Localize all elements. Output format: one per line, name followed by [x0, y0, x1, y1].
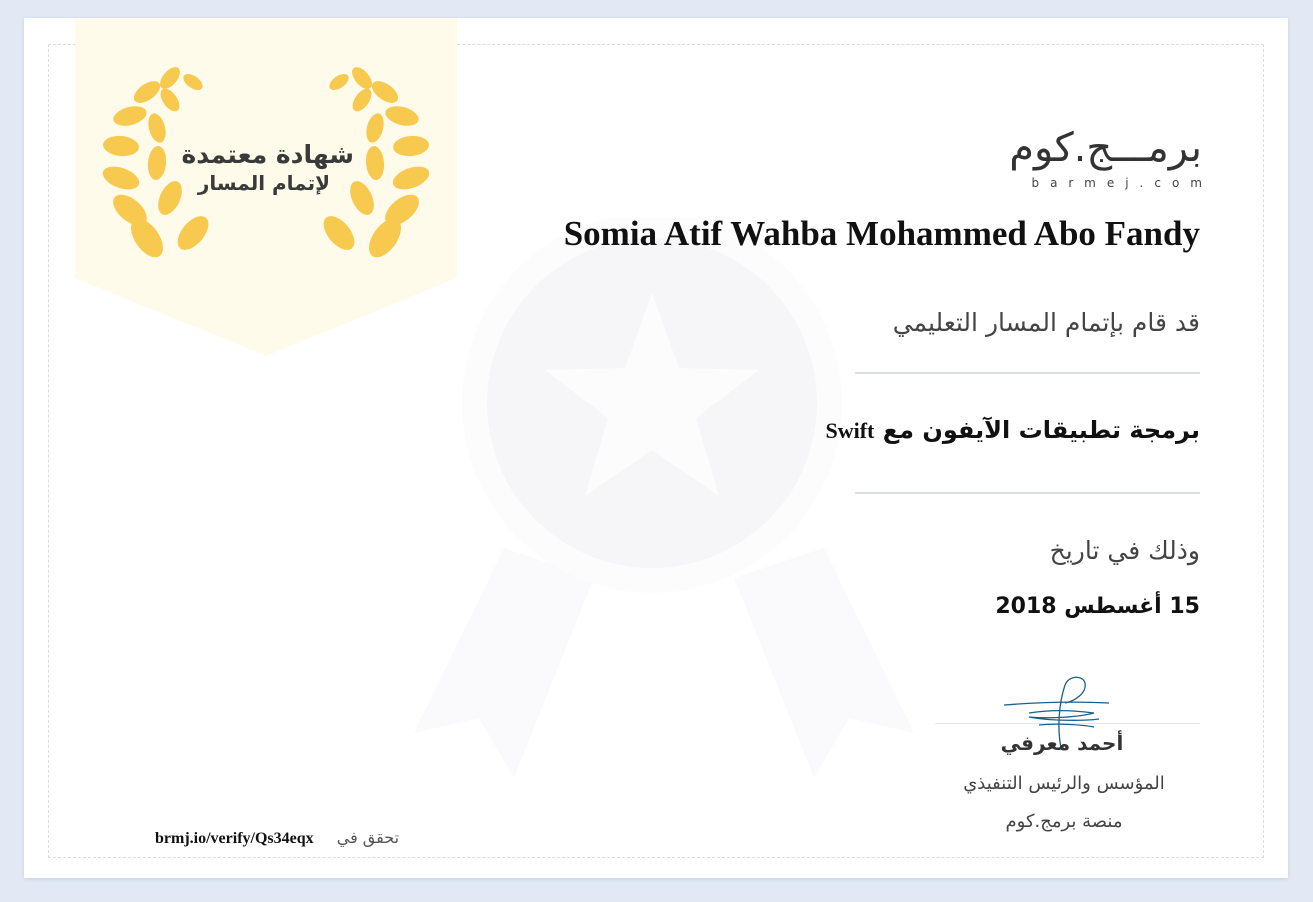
verify-label: تحقق في — [336, 828, 400, 847]
divider — [855, 492, 1200, 494]
track-title — [825, 416, 1200, 444]
barmej-logo — [1009, 125, 1213, 190]
verify-link[interactable]: brmj.io/verify/Qs34eqx — [155, 830, 314, 847]
logo-arabic: برمـــج.كوم — [1009, 125, 1202, 171]
verify-row — [155, 828, 399, 848]
badge-subtitle: لإتمام المسار — [197, 171, 330, 195]
logo-latin: barmej.com — [1031, 176, 1213, 190]
certificate-card — [24, 18, 1288, 878]
student-name: Somia Atif Wahba Mohammed Abo Fandy — [563, 214, 1200, 253]
date-label: وذلك في تاريخ — [1049, 536, 1200, 565]
completed-label: قد قام بإتمام المسار التعليمي — [892, 308, 1200, 337]
signer-role: المؤسس والرئيس التنفيذي — [963, 773, 1165, 794]
badge-title: شهادة معتمدة — [181, 140, 354, 169]
badge-text — [144, 140, 354, 196]
signer-name: أحمد معرفي — [1000, 731, 1124, 755]
date-value: 15 أغسطس 2018 — [995, 594, 1200, 619]
divider — [855, 372, 1200, 374]
signer-organization: منصة برمج.كوم — [1005, 811, 1123, 832]
watermark-medal-icon — [384, 218, 944, 818]
track-title-arabic: برمجة تطبيقات الآيفون مع — [882, 416, 1200, 444]
track-title-latin: Swift — [825, 418, 875, 443]
